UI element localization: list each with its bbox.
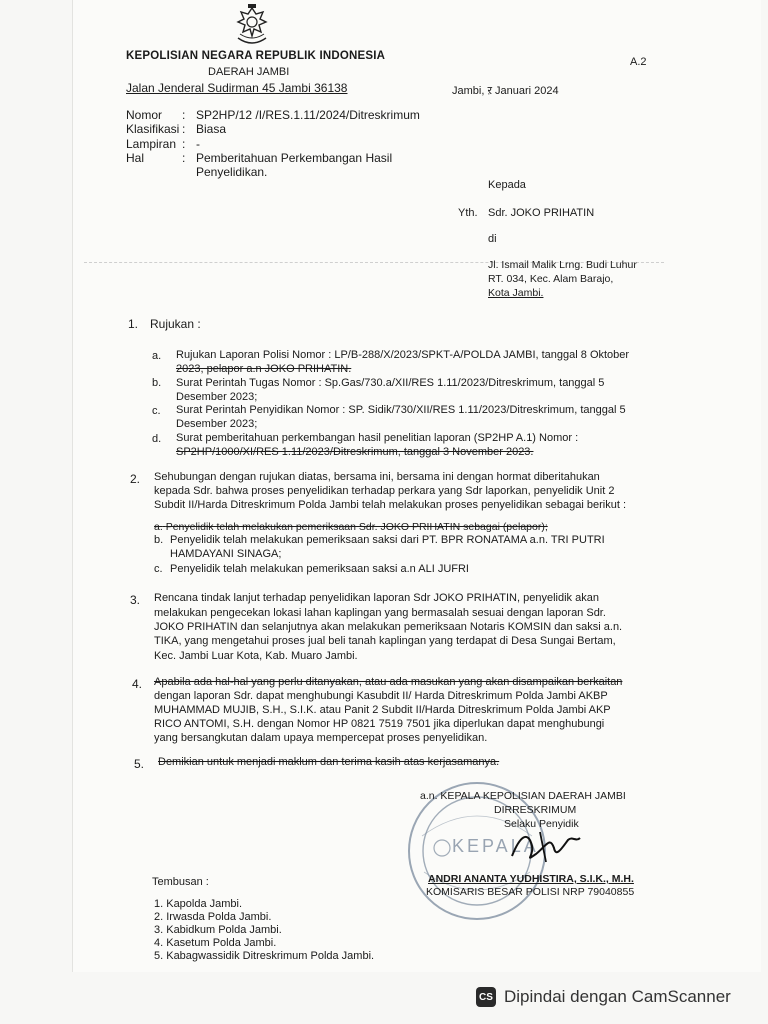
ref-a-mark: a.	[152, 350, 162, 362]
signature-unit: DIRRESKRIMUM	[494, 804, 577, 816]
recipient-name: Sdr. JOKO PRIHATIN	[488, 207, 595, 219]
section3-line: Kec. Jambi Luar Kota, Kab. Muaro Jambi.	[154, 650, 358, 662]
tembusan-item: 5. Kabagwassidik Ditreskrimum Polda Jambi.	[154, 950, 375, 962]
signature-role: Selaku Penyidik	[504, 818, 579, 830]
ref-d-line2: SP2HP/1000/XI/RES 1.11/2023/Ditreskrimum, tanggal 3 November 2023.	[176, 446, 534, 458]
lampiran-value: -	[196, 137, 200, 151]
nomor-value: SP2HP/12 /I/RES.1.11/2024/Ditreskrimum	[196, 108, 420, 122]
finding-b-mark: b.	[154, 534, 164, 546]
section3-line: melakukan pengecekan lokasi lahan kaplingan yang bermasalah sesuai dengan laporan Sdr.	[154, 607, 606, 619]
police-crest-icon	[228, 4, 276, 48]
form-code: A.2	[630, 56, 647, 68]
finding-b-text: Penyelidik telah melakukan pemeriksaan saksi dari PT. BPR RONATAMA a.n. TRI PUTRI	[170, 534, 605, 546]
ref-d-mark: d.	[152, 433, 162, 445]
separator: :	[182, 122, 186, 136]
ref-b-line1: Surat Perintah Tugas Nomor : Sp.Gas/730.a/XII/RES 1.11/2023/Ditreskrimum, tanggal 5	[176, 377, 605, 389]
finding-a-text: Penyelidik telah melakukan pemeriksaan Sdr. JOKO PRIHATIN sebagai (pelapor);	[165, 521, 548, 533]
handwritten-signature-icon	[506, 818, 586, 868]
finding-a-mark: a.	[154, 521, 163, 533]
place-date: Jambi, ऱ Januari 2024	[452, 85, 559, 97]
camscanner-watermark	[476, 982, 731, 1012]
section4-line: MUHAMMAD MUJIB, S.H., S.I.K. atau Panit 2 Subdit II/Harda Ditreskrimum Polda Jambi AKP	[154, 704, 611, 716]
signatory-rank: KOMISARIS BESAR POLISI NRP 79040855	[426, 886, 635, 898]
lampiran-row	[126, 137, 200, 151]
section3-line: TIKA, yang mengetahui proses jual beli tanah kaplingan yang terdapat di Desa Sungai Bertam,	[154, 635, 616, 647]
tembusan-title: Tembusan :	[152, 876, 209, 888]
hal-label: Hal	[126, 151, 145, 165]
klasifikasi-value: Biasa	[196, 122, 227, 136]
ref-d-line1: Surat pemberitahuan perkembangan hasil penelitian laporan (SP2HP A.1) Nomor :	[176, 432, 579, 444]
klasifikasi-label: Klasifikasi	[126, 122, 180, 136]
finding-c-mark: c.	[154, 563, 163, 575]
ref-b-mark: b.	[152, 377, 162, 389]
signatory-name: ANDRI ANANTA YUDHISTIRA, S.I.K., M.H.	[428, 873, 634, 885]
finding-b-text2: HAMDAYANI SINAGA;	[170, 548, 282, 560]
section5-text: Demikian untuk menjadi maklum dan terima kasih atas kerjasamanya.	[158, 756, 500, 768]
tembusan-item: 2. Irwasda Polda Jambi.	[154, 911, 272, 923]
ref-c-line2: Desember 2023;	[176, 418, 258, 430]
recipient-address-3: Kota Jambi.	[488, 287, 544, 299]
ref-c-mark: c.	[152, 405, 161, 417]
finding-a	[154, 521, 548, 533]
signature-an-line: a.n. KEPALA KEPOLISIAN DAERAH JAMBI	[420, 790, 626, 802]
section2-line3: Subdit II/Harda Ditreskrimum Polda Jambi telah melakukan proses penyelidikan sebagai berikut :	[154, 499, 627, 511]
hal-value-2: Penyelidikan.	[196, 165, 268, 179]
lampiran-label: Lampiran	[126, 137, 177, 151]
section1-title: Rujukan :	[150, 317, 201, 331]
separator: :	[182, 151, 186, 165]
yth-label: Yth.	[458, 207, 478, 219]
tembusan-item: 1. Kapolda Jambi.	[154, 898, 243, 910]
region-name: DAERAH JAMBI	[208, 66, 290, 78]
section3-number: 3.	[130, 593, 141, 607]
section3-line: Rencana tindak lanjut terhadap penyelidikan laporan Sdr JOKO PRIHATIN, penyelidik akan	[154, 592, 599, 604]
separator: :	[182, 137, 186, 151]
section2-number: 2.	[130, 472, 141, 486]
finding-c-text: Penyelidik telah melakukan pemeriksaan saksi a.n ALI JUFRI	[170, 563, 469, 575]
section4-number: 4.	[132, 677, 143, 691]
section4-line: yang bersangkutan dalam upaya mempercepat proses penyelidikan.	[154, 732, 488, 744]
section4-line: Apabila ada hal-hal yang perlu ditanyakan, atau ada masukan yang akan disampaikan berkaitan	[154, 676, 623, 688]
institution-address: Jalan Jenderal Sudirman 45 Jambi 36138	[126, 81, 348, 95]
recipient-address-2: RT. 034, Kec. Alam Barajo,	[488, 273, 614, 285]
camscanner-logo-icon: CS	[476, 987, 496, 1007]
di-label: di	[488, 233, 497, 245]
ref-c-line1: Surat Perintah Penyidikan Nomor : SP. Sidik/730/XII/RES 1.11/2023/Ditreskrimum, tanggal 5	[176, 404, 626, 416]
tembusan-item: 4. Kasetum Polda Jambi.	[154, 937, 277, 949]
hal-row	[126, 151, 392, 165]
camscanner-label: Dipindai dengan CamScanner	[504, 987, 731, 1006]
tembusan-item: 3. Kabidkum Polda Jambi.	[154, 924, 282, 936]
section4-line: dengan laporan Sdr. dapat menghubungi Kasubdit II/ Harda Ditreskrimum Polda Jambi AKBP	[154, 690, 608, 702]
section2-line1: Sehubungan dengan rujukan diatas, bersama ini, bersama ini dengan hormat diberitahukan	[154, 471, 600, 483]
section3-line: JOKO PRIHATIN dan selanjutnya akan melakukan pemeriksaan Notaris KOMSIN dan saksi a.n.	[154, 621, 623, 633]
ref-b-line2: Desember 2023;	[176, 391, 258, 403]
ref-a-line2: 2023, pelapor a.n JOKO PRIHATIN.	[176, 363, 352, 375]
separator: :	[182, 108, 186, 122]
section5-number: 5.	[134, 757, 145, 771]
section2-line2: kepada Sdr. bahwa proses penyelidikan terhadap perkara yang Sdr laporkan, penyelidik Unit 2	[154, 485, 615, 497]
hal-value-1: Pemberitahuan Perkembangan Hasil	[196, 151, 393, 165]
nomor-row	[126, 108, 420, 122]
recipient-address-1: Jl. Ismail Malik Lrng. Budi Luhur	[488, 259, 637, 271]
section4-line: RICO ANTOMI, S.H. dengan Nomor HP 0821 7519 7501 jika diperlukan dapat menghubungi	[154, 718, 605, 730]
klasifikasi-row	[126, 122, 226, 136]
institution-name: KEPOLISIAN NEGARA REPUBLIK INDONESIA	[126, 50, 386, 62]
nomor-label: Nomor	[126, 108, 163, 122]
section1-number: 1.	[128, 317, 139, 331]
ref-a-line1: Rujukan Laporan Polisi Nomor : LP/B-288/X/2023/SPKT-A/POLDA JAMBI, tanggal 8 Oktober	[176, 349, 630, 361]
kepada-label: Kepada	[488, 179, 526, 191]
stamp-text: KEPALA	[452, 836, 539, 856]
